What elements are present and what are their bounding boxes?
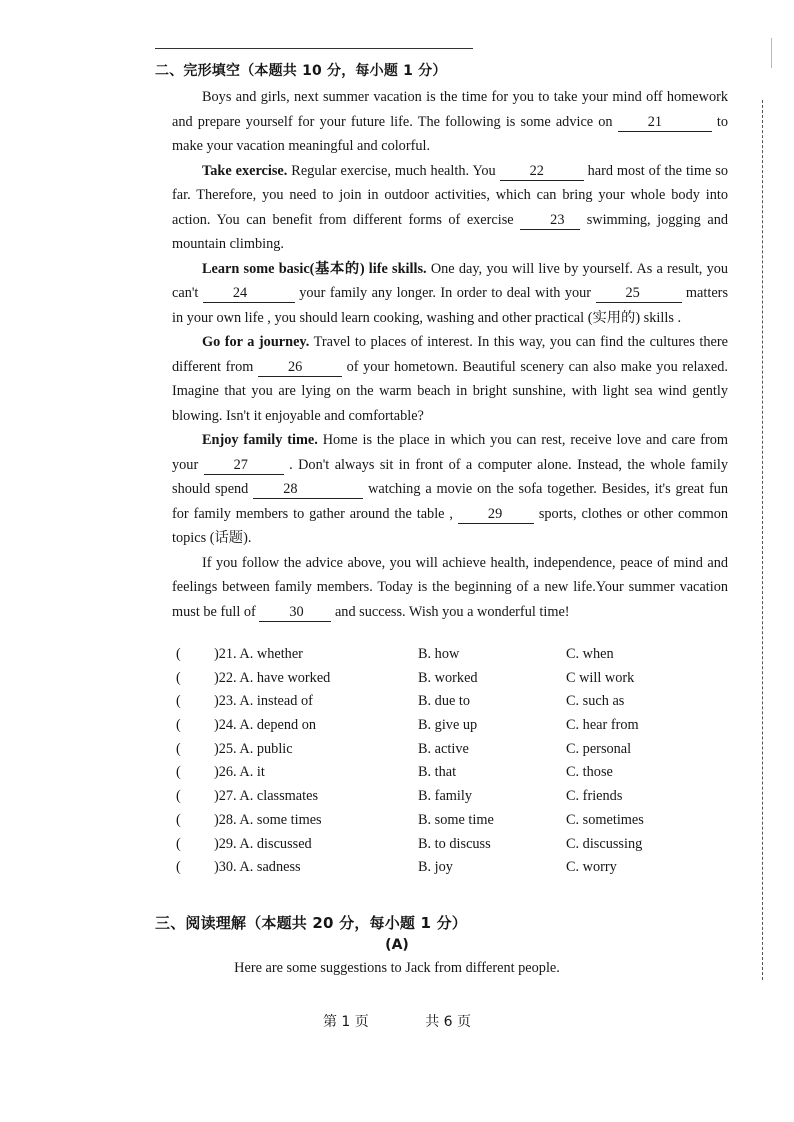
- blank-30: 30: [259, 603, 331, 622]
- option-c: C. such as: [566, 693, 625, 710]
- p1-text-a: Boys and girls, next summer vacation is the time for you to take your mind off homework and prepare yourself for your future life. The following is some advice on: [172, 89, 728, 130]
- question-row: [172, 836, 732, 860]
- p5-text-a: Home is the place in which you can rest, receive love and care from your: [172, 432, 728, 473]
- answer-paren: (: [176, 717, 181, 734]
- p3-text-a: One day, you will live by yourself. As a result, you can't: [172, 260, 729, 301]
- answer-paren: (: [176, 811, 181, 828]
- paragraph-2: [172, 159, 728, 257]
- question-row: [172, 859, 732, 883]
- question-row: [172, 693, 732, 717]
- blank-22: 22: [500, 162, 584, 181]
- p2-heading: Take exercise.: [202, 162, 288, 179]
- option-c: C. sometimes: [566, 811, 644, 828]
- option-c: C. discussing: [566, 835, 643, 852]
- option-a: )28. A. some times: [214, 811, 322, 828]
- option-b: B. joy: [418, 859, 453, 876]
- option-c: C. those: [566, 764, 613, 781]
- page-number: 第 1 页: [322, 1014, 369, 1030]
- p5-text-b: . Don't always sit in front of a computer alone. Instead, the whole family should spend: [172, 456, 728, 497]
- p4-text-a: Travel to places of interest. In this way, you can find the cultures there different from: [172, 334, 728, 375]
- p2-text-b: hard most of the time so far. Therefore, you need to join in outdoor activities, which can bring your whole body into action. You can benefit from different forms of exercise: [172, 162, 729, 228]
- question-row: [172, 812, 732, 836]
- page-footer: [0, 1011, 794, 1031]
- p1-text-b: to make your vacation meaningful and colorful.: [172, 113, 729, 154]
- section3-intro: Here are some suggestions to Jack from different people.: [234, 960, 560, 976]
- option-a: )22. A. have worked: [214, 669, 331, 686]
- answer-paren: (: [176, 693, 181, 710]
- p2-text-a: Regular exercise, much health. You: [291, 162, 496, 179]
- answer-paren: (: [176, 669, 181, 686]
- question-row: [172, 646, 732, 670]
- answer-paren: (: [176, 764, 181, 781]
- option-a: )25. A. public: [214, 740, 293, 757]
- scan-mark: [771, 38, 776, 68]
- blank-21: 21: [618, 113, 712, 132]
- p6-text-b: and success. Wish you a wonderful time!: [334, 603, 570, 620]
- question-row: [172, 741, 732, 765]
- option-b: B. due to: [418, 693, 471, 710]
- answer-paren: (: [176, 740, 181, 757]
- option-b: B. give up: [418, 717, 478, 734]
- option-c: C. hear from: [566, 717, 639, 734]
- answer-paren: (: [176, 835, 181, 852]
- section3-title: 三、阅读理解（本题共 20 分，每小题 1 分）: [155, 914, 468, 932]
- question-row: [172, 670, 732, 694]
- question-row: [172, 717, 732, 741]
- paragraph-4: [172, 330, 728, 428]
- option-c: C. worry: [566, 859, 617, 876]
- paragraph-5: [172, 428, 728, 551]
- option-b: B. worked: [418, 669, 478, 686]
- option-c: C. friends: [566, 788, 623, 805]
- answer-paren: (: [176, 859, 181, 876]
- blank-26: 26: [258, 358, 342, 377]
- blank-25: 25: [596, 284, 682, 303]
- p5-text-c: watching a movie on the sofa together. Besides, it's great fun for family members to gather around the table ,: [172, 481, 729, 522]
- p3-text-c: matters in your own life , you should learn cooking, washing and other practical (实用的) skills .: [172, 285, 729, 326]
- option-a: )24. A. depend on: [214, 717, 317, 734]
- p4-text-b: of your hometown. Beautiful scenery can also make you relaxed. Imagine that you are lying on the warm beach in bright sunshine, with light sea wind gently blowing. Isn't it enjoyable and comfortable?: [172, 358, 729, 424]
- cloze-passage: [172, 85, 728, 624]
- blank-28: 28: [253, 480, 363, 499]
- question-row: [172, 788, 732, 812]
- option-a: )23. A. instead of: [214, 693, 313, 710]
- question-row: [172, 764, 732, 788]
- p2-text-c: swimming, jogging and mountain climbing.: [172, 211, 728, 252]
- section2-title: 二、完形填空（本题共 10 分，每小题 1 分）: [155, 63, 447, 79]
- option-a: )29. A. discussed: [214, 835, 312, 852]
- top-divider: [155, 48, 473, 49]
- blank-27: 27: [204, 456, 284, 475]
- option-c: C. when: [566, 646, 614, 662]
- option-b: B. how: [418, 646, 460, 662]
- option-b: B. that: [418, 764, 457, 781]
- answer-paren: (: [176, 788, 181, 805]
- paragraph-6: [172, 551, 728, 625]
- option-a: )21. A. whether: [214, 646, 303, 662]
- p3-text-b: your family any longer. In order to deal with your: [299, 285, 592, 301]
- option-b: B. some time: [418, 811, 494, 828]
- option-c: C will work: [566, 669, 635, 686]
- page-total: 共 6 页: [425, 1014, 472, 1030]
- p3-heading: Learn some basic(基本的) life skills.: [202, 260, 427, 277]
- option-a: )26. A. it: [214, 764, 265, 781]
- p5-text-d: sports, clothes or other common topics (话题).: [172, 505, 728, 546]
- blank-24: 24: [203, 284, 295, 303]
- paragraph-1: [172, 85, 728, 159]
- option-c: C. personal: [566, 740, 632, 757]
- answer-paren: (: [176, 646, 181, 662]
- options-list: [172, 646, 732, 883]
- blank-23: 23: [520, 211, 580, 230]
- p5-heading: Enjoy family time.: [202, 432, 318, 448]
- option-a: )30. A. sadness: [214, 859, 301, 876]
- blank-29: 29: [458, 505, 534, 524]
- option-b: B. active: [418, 740, 469, 757]
- option-b: B. family: [418, 788, 473, 805]
- p6-text-a: If you follow the advice above, you will achieve health, independence, peace of mind and feelings between family members. Today is the beginning of a new life.Your summer vacation must be full of: [172, 554, 728, 620]
- p4-heading: Go for a journey.: [202, 334, 310, 350]
- section3-part-label: (A): [385, 937, 409, 953]
- paragraph-3: [172, 257, 728, 331]
- option-a: )27. A. classmates: [214, 788, 319, 805]
- binding-dashed-line: [762, 100, 763, 980]
- option-b: B. to discuss: [418, 835, 491, 852]
